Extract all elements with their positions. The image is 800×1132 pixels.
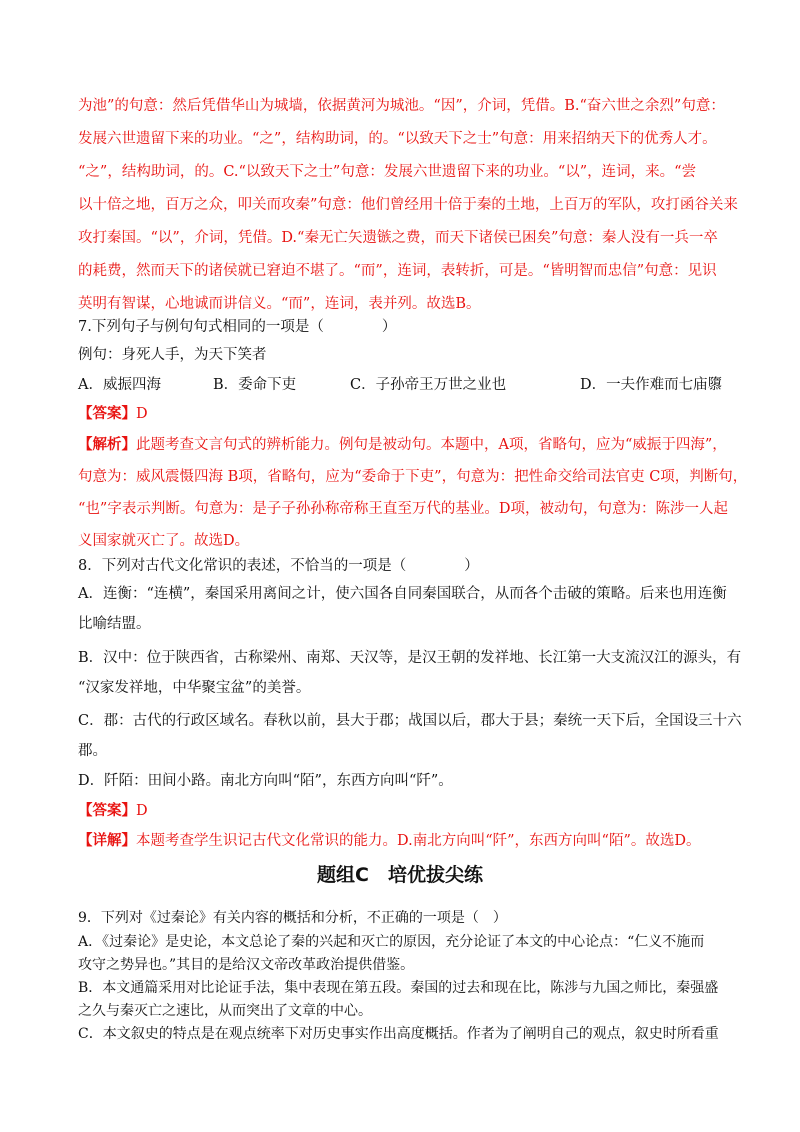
analysis-text: 此题考查文言句式的辨析能力。例句是被动句。本题中，A项，省略句，应为“威振于四海”， xyxy=(136,437,727,453)
option-b: B．委命下吏 xyxy=(213,377,297,393)
question-stem: 8．下列对古代文化常识的表述，不恰当的一项是（ ） xyxy=(78,558,479,574)
option-line: A．连衡：“连横”，秦国采用离间之计，使六国各自同秦国联合，从而各个击破的策略。后来也用连衡 xyxy=(78,586,727,602)
answer-tag: 【答案】 xyxy=(78,405,136,422)
option-line: 之久与秦灭亡之速比，从而突出了文章的中心。 xyxy=(78,1003,372,1019)
option-line: C．本文叙史的特点是在观点统率下对历史事实作出高度概括。作者为了阐明自己的观点，叙史时所看重 xyxy=(78,1026,719,1042)
option-line: 攻守之势异也。”其目的是给汉文帝改革政治提供借鉴。 xyxy=(78,957,415,973)
explanation-line: “之”，结构助词，的。C.“以致天下之士”句意：发展六世遗留下来的功业。“以”，连词，来。“尝 xyxy=(78,164,697,180)
option-line: B．汉中：位于陕西省，古称梁州、南郑、天汉等，是汉王朝的发祥地、长江第一大支流汉江的源头，有 xyxy=(78,650,742,666)
option-line: “汉家发祥地，中华聚宝盆”的美誉。 xyxy=(78,680,311,696)
section-heading: 题组C 培优拔尖练 xyxy=(317,864,483,886)
option-line: D．阡陌：田间小路。南北方向叫“陌”，东西方向叫“阡”。 xyxy=(78,773,453,789)
option-line: B．本文通篇采用对比论证手法，集中表现在第五段。秦国的过去和现在比，陈涉与九国之师比，秦强盛 xyxy=(78,980,719,996)
explanation-line: 的耗费，然而天下的诸侯就已窘迫不堪了。“而”，连词，表转折，可是。“皆明智而忠信”句意：见识 xyxy=(78,263,717,279)
option-d: D．一夫作难而七庙隳 xyxy=(580,377,723,393)
analysis-line: 义国家就灭亡了。故选D。 xyxy=(78,533,250,549)
analysis-line: “也”字表示判断。句意为：是子子孙孙称帝称王直至万代的基业。D项，被动句，句意为：陈涉一人起 xyxy=(78,501,728,517)
answer-tag: 【答案】 xyxy=(78,802,136,819)
option-line: 郡。 xyxy=(78,743,107,759)
question-stem: 7.下列句子与例句句式相同的一项是（ ） xyxy=(78,319,397,335)
explanation-line: 英明有智谋，心地诚而讲信义。“而”，连词，表并列。故选B。 xyxy=(78,296,481,312)
answer-line xyxy=(78,404,148,424)
analysis-line: 句意为：威风震慑四海 B项，省略句，应为“委命于下吏”，句意为：把性命交给司法官吏 C项，判断句， xyxy=(78,469,748,485)
detail-line xyxy=(78,831,701,851)
answer-value: D xyxy=(136,406,148,422)
answer-value: D xyxy=(136,803,148,819)
question-stem: 9．下列对《过秦论》有关内容的概括和分析，不正确的一项是（ ） xyxy=(78,910,507,926)
answer-line xyxy=(78,801,148,821)
analysis-tag: 【解析】 xyxy=(78,436,136,453)
option-line: A．《过秦论》是史论，本文总论了秦的兴起和灭亡的原因，充分论证了本文的中心论点：“仁义不施而 xyxy=(78,934,705,950)
option-line: 比喻结盟。 xyxy=(78,616,151,632)
option-a: A．威振四海 xyxy=(78,377,161,393)
analysis-line xyxy=(78,435,727,455)
explanation-line: 以十倍之地，百万之众，叩关而攻秦”句意：他们曾经用十倍于秦的土地，上百万的军队，攻打函谷关来 xyxy=(78,197,738,213)
explanation-line: 攻打秦国。“以”，介词，凭借。D.“秦无亡矢遗镞之费，而天下诸侯已困矣”句意：秦人没有一兵一卒 xyxy=(78,230,718,246)
detail-tag: 【详解】 xyxy=(78,832,136,849)
detail-text: 本题考查学生识记古代文化常识的能力。D.南北方向叫“阡”，东西方向叫“陌”。故选D。 xyxy=(136,833,701,849)
option-c: C．子孙帝王万世之业也 xyxy=(350,377,507,393)
example-sentence: 例句：身死人手，为天下笑者 xyxy=(78,347,267,363)
explanation-line: 发展六世遗留下来的功业。“之”，结构助词，的。“以致天下之士”句意：用来招纳天下的优秀人才。 xyxy=(78,131,717,147)
explanation-line: 为池”的句意：然后凭借华山为城墙，依据黄河为城池。“因”，介词，凭借。B.“奋六世之余烈”句意： xyxy=(78,98,725,114)
option-line: C．郡：古代的行政区域名。春秋以前，县大于郡；战国以后，郡大于县；秦统一天下后，全国设三十六 xyxy=(78,713,742,729)
